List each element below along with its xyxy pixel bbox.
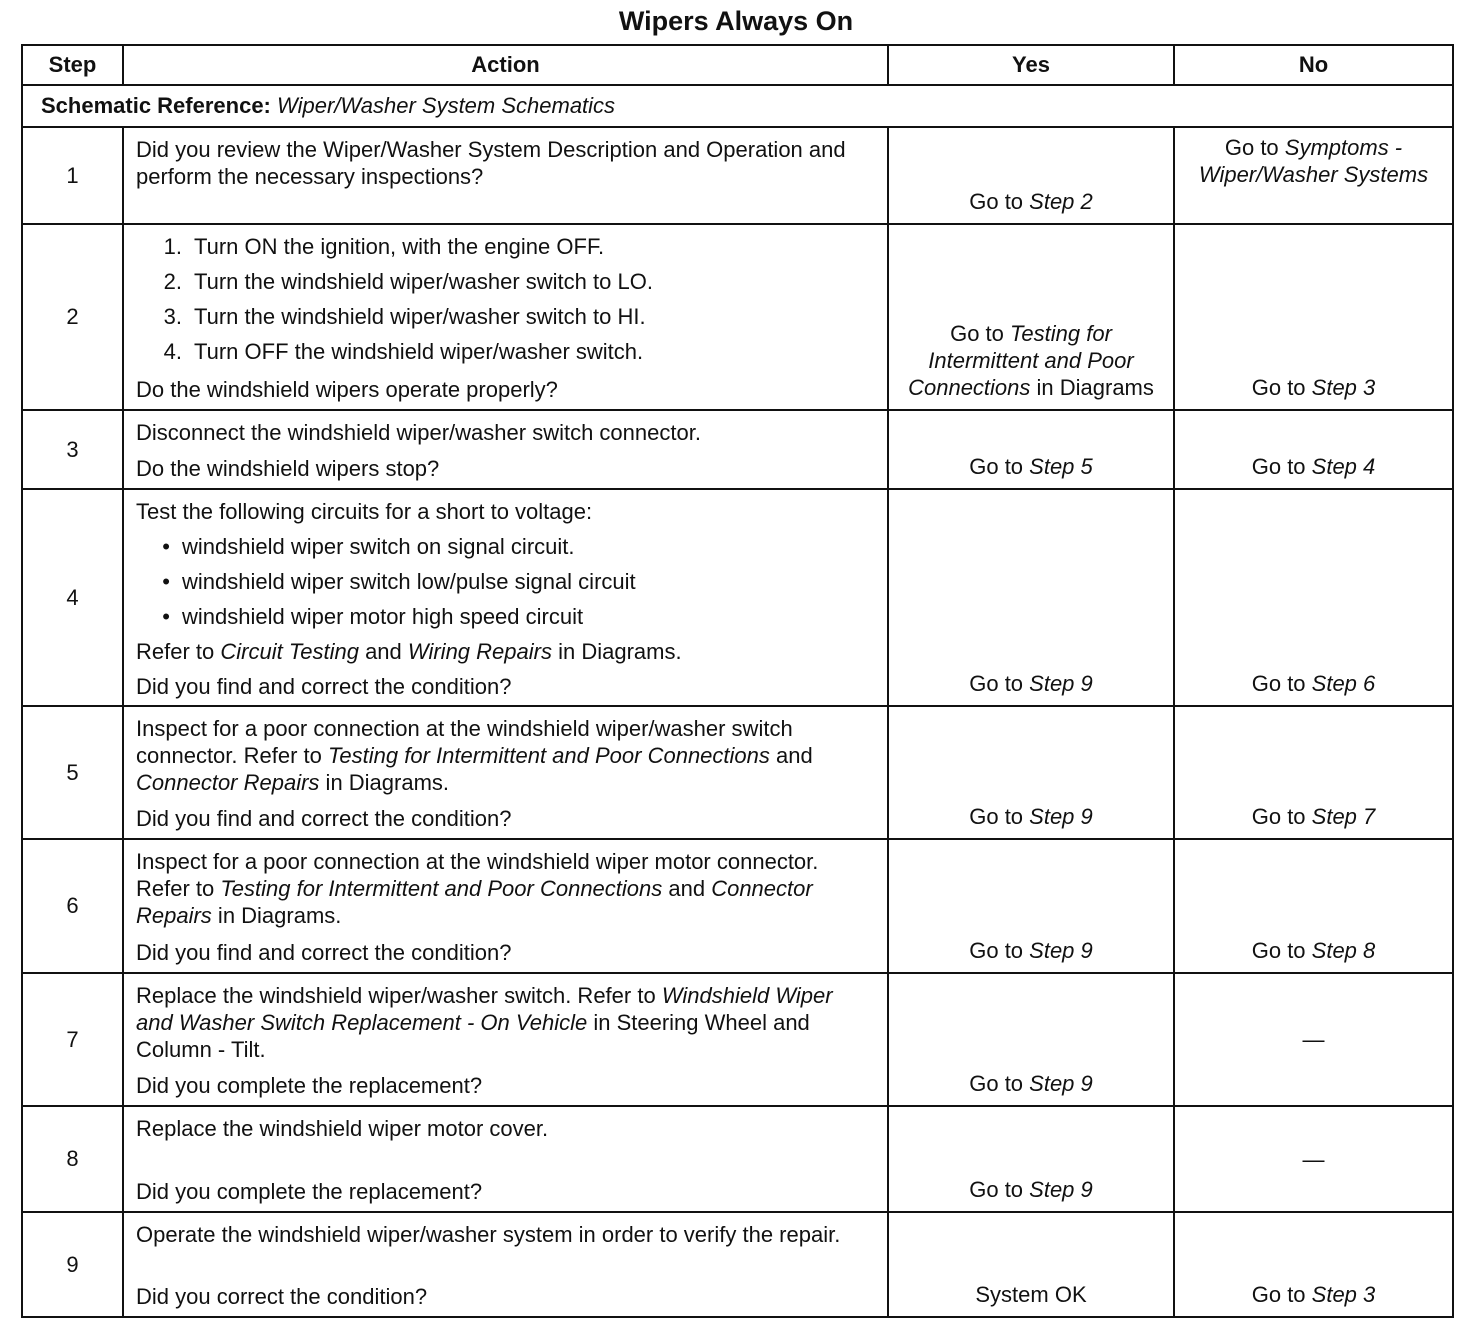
text-segment: Go to	[969, 1071, 1030, 1096]
action-content	[136, 490, 875, 705]
no-result	[1174, 706, 1453, 839]
text-segment: —	[1302, 1146, 1325, 1172]
action-content	[136, 840, 875, 972]
yes-result	[888, 839, 1174, 973]
text-segment: and	[769, 743, 813, 768]
text-segment: Do the windshield wipers stop?	[136, 456, 440, 481]
step-number: 9	[22, 1212, 123, 1317]
instruction-text	[136, 498, 875, 525]
header-step: Step	[22, 45, 123, 85]
text-segment: Go to	[1251, 1282, 1312, 1307]
step-number: 3	[22, 410, 123, 489]
question-text	[136, 376, 875, 403]
header-no: No	[1174, 45, 1453, 85]
text-segment: in Diagrams.	[319, 770, 450, 795]
item-number: 1.	[163, 234, 182, 259]
text-segment: Did you correct the condition?	[136, 1284, 428, 1309]
text-segment: windshield wiper switch on signal circuit.	[182, 534, 575, 559]
action-cell	[123, 839, 888, 973]
reference-text: Step 3	[1311, 1282, 1376, 1307]
header-yes: Yes	[888, 45, 1174, 85]
table-row	[22, 1212, 1453, 1317]
text-segment: in Steering Wheel and Column - Tilt.	[136, 1010, 810, 1062]
reference-text: Step 2	[1029, 189, 1093, 214]
table-row	[22, 1106, 1453, 1212]
numbered-item	[136, 303, 875, 330]
bullet-marker: •	[162, 569, 170, 594]
schematic-reference-row	[22, 85, 1453, 127]
reference-text: Step 9	[1029, 804, 1093, 829]
item-text	[182, 568, 636, 595]
reference-text: Step 9	[1029, 938, 1093, 963]
reference-text: Windshield Wiper and Washer Switch Replacement - On Vehicle	[136, 983, 833, 1035]
question-text	[136, 1072, 875, 1099]
table-row	[22, 489, 1453, 706]
reference-text: Step 7	[1311, 804, 1376, 829]
instruction-text	[136, 136, 875, 190]
bullet-item	[136, 603, 875, 630]
item-number: 4.	[163, 339, 182, 364]
question-text	[136, 455, 875, 482]
text-segment: Go to	[1251, 938, 1312, 963]
action-content	[136, 1213, 875, 1316]
action-content	[136, 1107, 875, 1211]
reference-text: Wiring Repairs	[407, 639, 552, 664]
step-number: 1	[22, 127, 123, 224]
reference-text: Step 4	[1311, 454, 1376, 479]
schematic-reference	[22, 85, 1453, 127]
text-segment: in Diagrams.	[211, 903, 342, 928]
bullet-marker: •	[162, 604, 170, 629]
text-segment: Go to	[969, 804, 1030, 829]
bullet-item	[136, 568, 875, 595]
yes-result	[888, 973, 1174, 1106]
action-cell	[123, 706, 888, 839]
no-result	[1174, 1106, 1453, 1212]
text-segment: Go to	[969, 189, 1030, 214]
yes-result	[888, 410, 1174, 489]
action-cell	[123, 410, 888, 489]
item-text	[182, 533, 575, 560]
text-segment: Disconnect the windshield wiper/washer switch connector.	[136, 420, 701, 445]
action-cell	[123, 973, 888, 1106]
reference-text: Circuit Testing	[220, 639, 359, 664]
yes-result	[888, 1212, 1174, 1317]
reference-text: Step 9	[1029, 671, 1093, 696]
reference-text: Step 9	[1029, 1071, 1093, 1096]
question-text	[136, 673, 875, 700]
reference-text: Testing for Intermittent and Poor Connections	[908, 321, 1134, 400]
table-row	[22, 127, 1453, 224]
reference-text: Connector Repairs	[136, 876, 813, 928]
numbered-item	[136, 338, 875, 365]
item-number: 3.	[163, 304, 182, 329]
text-segment: Did you review the Wiper/Washer System Description and Operation and perform the necessary inspections?	[136, 137, 846, 189]
action-content	[136, 707, 875, 838]
action-cell	[123, 127, 888, 224]
text-segment: Go to	[1251, 671, 1312, 696]
reference-text: Step 9	[1029, 1177, 1093, 1202]
instruction-text	[136, 1221, 875, 1248]
instruction-text	[136, 982, 875, 1063]
step-number: 2	[22, 224, 123, 410]
text-segment: in Diagrams.	[551, 639, 682, 664]
no-result	[1174, 127, 1453, 224]
text-segment: Turn ON the ignition, with the engine OFF.	[194, 234, 605, 259]
text-segment: Go to	[969, 1177, 1030, 1202]
instruction-text	[136, 715, 875, 796]
text-segment: Refer to	[136, 639, 221, 664]
instruction-text	[136, 1115, 875, 1142]
document-title: Wipers Always On	[618, 6, 854, 36]
step-number: 4	[22, 489, 123, 706]
table-row	[22, 706, 1453, 839]
text-segment: Replace the windshield wiper motor cover.	[136, 1116, 549, 1141]
item-text	[194, 303, 646, 330]
reference-text: Connector Repairs	[136, 770, 320, 795]
text-segment: Go to	[969, 938, 1030, 963]
text-segment: Operate the windshield wiper/washer system in order to verify the repair.	[136, 1222, 841, 1247]
item-text	[194, 338, 643, 365]
no-result	[1174, 489, 1453, 706]
action-cell	[123, 1106, 888, 1212]
reference-text: Step 5	[1029, 454, 1093, 479]
text-segment: Go to	[1251, 804, 1312, 829]
table-row	[22, 973, 1453, 1106]
no-result	[1174, 973, 1453, 1106]
instruction-text	[136, 638, 875, 665]
schematic-reference-link: Wiper/Washer System Schematics	[277, 93, 616, 118]
text-segment: Go to	[1251, 375, 1312, 400]
text-segment: Inspect for a poor connection at the windshield wiper motor connector. Refer to	[136, 849, 819, 901]
text-segment: —	[1302, 1027, 1325, 1052]
text-segment: Did you find and correct the condition?	[136, 674, 512, 699]
text-segment: Turn the windshield wiper/washer switch to HI.	[194, 304, 646, 329]
no-result	[1174, 1212, 1453, 1317]
table-row	[22, 224, 1453, 410]
table-row	[22, 410, 1453, 489]
reference-text: Testing for Intermittent and Poor Connections	[328, 743, 770, 768]
action-cell	[123, 224, 888, 410]
text-segment: windshield wiper motor high speed circuit	[182, 604, 584, 629]
action-content	[136, 128, 875, 223]
step-number: 7	[22, 973, 123, 1106]
text-segment: Go to	[1251, 454, 1312, 479]
text-segment: Test the following circuits for a short to voltage:	[136, 499, 593, 524]
diagnostic-table	[21, 44, 1454, 1318]
action-content	[136, 411, 875, 488]
text-segment: Replace the windshield wiper/washer switch. Refer to	[136, 983, 662, 1008]
text-segment: Go to	[969, 671, 1030, 696]
table-row	[22, 839, 1453, 973]
text-segment: and	[662, 876, 712, 901]
item-number: 2.	[163, 269, 182, 294]
bullet-item	[136, 533, 875, 560]
header-row	[22, 45, 1453, 85]
numbered-item	[136, 268, 875, 295]
text-segment: Turn the windshield wiper/washer switch to LO.	[194, 269, 653, 294]
text-segment: Go to	[950, 321, 1010, 346]
header-action: Action	[123, 45, 888, 85]
reference-text: Step 6	[1311, 671, 1376, 696]
numbered-item	[136, 233, 875, 260]
text-segment: Did you complete the replacement?	[136, 1073, 483, 1098]
step-number: 6	[22, 839, 123, 973]
text-segment: Do the windshield wipers operate properly?	[136, 377, 558, 402]
item-text	[194, 233, 604, 260]
action-cell	[123, 1212, 888, 1317]
question-text	[136, 805, 875, 832]
schematic-reference-label: Schematic Reference:	[41, 93, 271, 118]
step-number: 8	[22, 1106, 123, 1212]
yes-result	[888, 224, 1174, 410]
text-segment: Go to	[1224, 135, 1285, 160]
text-segment: Did you find and correct the condition?	[136, 806, 512, 831]
no-result	[1174, 410, 1453, 489]
reference-text: Step 8	[1311, 938, 1376, 963]
instruction-text	[136, 419, 875, 446]
question-text	[136, 939, 875, 966]
yes-result	[888, 489, 1174, 706]
action-cell	[123, 489, 888, 706]
instruction-text	[136, 848, 875, 929]
text-segment: and	[358, 639, 408, 664]
no-result	[1174, 839, 1453, 973]
text-segment: Did you find and correct the condition?	[136, 940, 512, 965]
bullet-marker: •	[162, 534, 170, 559]
text-segment: Turn OFF the windshield wiper/washer switch.	[194, 339, 644, 364]
action-content	[136, 974, 875, 1105]
text-segment: Inspect for a poor connection at the windshield wiper/washer switch connector. Refer to	[136, 716, 793, 768]
text-segment: System OK	[975, 1282, 1087, 1307]
no-result	[1174, 224, 1453, 410]
yes-result	[888, 706, 1174, 839]
yes-result	[888, 127, 1174, 224]
question-text	[136, 1283, 875, 1310]
item-text	[182, 603, 583, 630]
text-segment: Go to	[969, 454, 1030, 479]
text-segment: Did you complete the replacement?	[136, 1179, 483, 1204]
reference-text: Symptoms - Wiper/Washer Systems	[1198, 135, 1429, 187]
question-text	[136, 1178, 875, 1205]
yes-result	[888, 1106, 1174, 1212]
action-content	[136, 225, 875, 409]
step-number: 5	[22, 706, 123, 839]
item-text	[194, 268, 653, 295]
text-segment: windshield wiper switch low/pulse signal circuit	[182, 569, 636, 594]
reference-text: Testing for Intermittent and Poor Connections	[220, 876, 663, 901]
reference-text: Step 3	[1311, 375, 1376, 400]
text-segment: in Diagrams	[1030, 375, 1154, 400]
